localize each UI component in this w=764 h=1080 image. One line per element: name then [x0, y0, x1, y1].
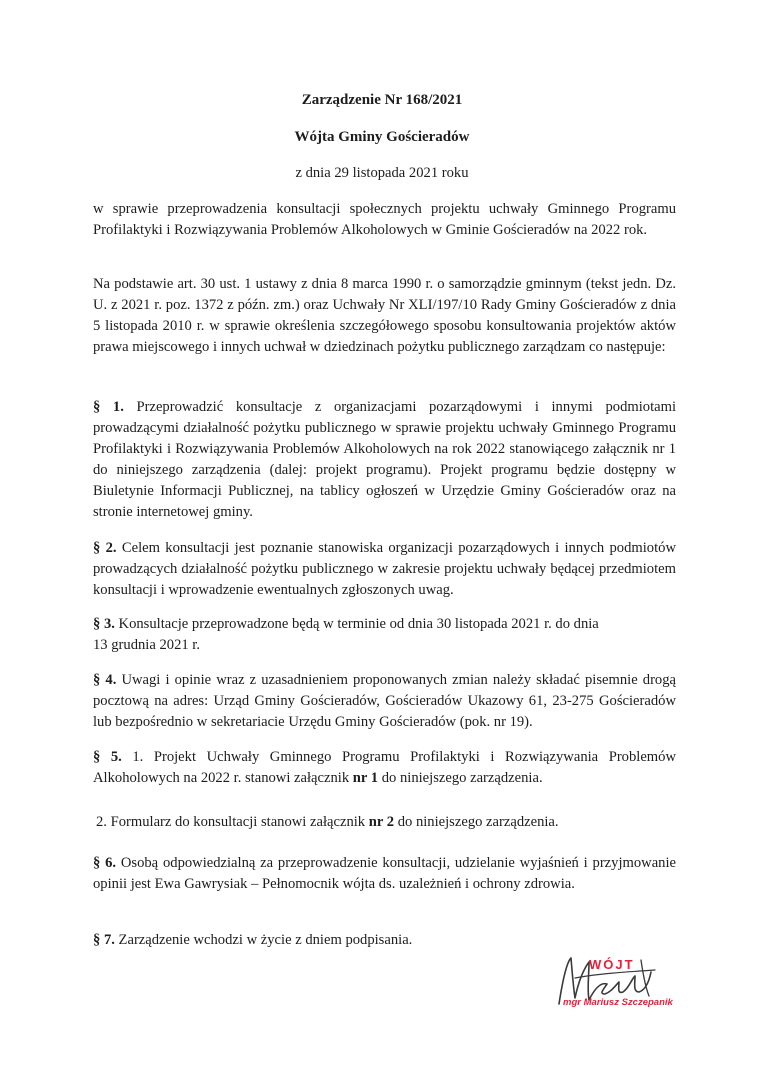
- section-6: [93, 853, 676, 895]
- section-5-point-1-post: do niniejszego zarządzenia.: [381, 770, 543, 786]
- section-3-text: Konsultacje przeprowadzone będą w terminie od dnia 30 listopada 2021 r. do dnia: [118, 616, 599, 632]
- section-2-text: Celem konsultacji jest poznanie stanowiska organizacji pozarządowych i innych podmiotów prowadzących działalność pożytku publicznego w zakresie projektu uchwały będącej przedmiotem konsultacji i wprowadzenie ewentualnych zgłoszonych uwag.: [93, 540, 676, 598]
- legal-basis-paragraph: Na podstawie art. 30 ust. 1 ustawy z dnia 8 marca 1990 r. o samorządzie gminnym (tekst jedn. Dz. U. z 2021 r. poz. 1372 z późn. zm.) oraz Uchwały Nr XLI/197/10 Rady Gminy Gościeradów z dnia 5 listopada 2010 r. w sprawie określenia szczegółowego sposobu konsultowania projektów aktów prawa miejscowego i innych uchwał w dziedzinach pożytku publicznego zarządzam co następuje:: [93, 276, 676, 355]
- section-5-point-2-pre: 2. Formularz do konsultacji stanowi załącznik: [96, 814, 366, 830]
- stamp-title: WÓJT: [589, 957, 635, 972]
- section-5-point-2: [96, 812, 679, 833]
- section-3-mark: § 3.: [93, 616, 115, 632]
- section-4: [93, 670, 676, 733]
- section-6-mark: § 6.: [93, 855, 117, 871]
- document-title: Zarządzenie Nr 168/2021: [301, 92, 463, 108]
- document-issuer: Wójta Gminy Gościeradów: [294, 129, 470, 145]
- section-2-mark: § 2.: [93, 540, 117, 556]
- document-date: z dnia 29 listopada 2021 roku: [295, 165, 469, 181]
- section-3-text-line2: 13 grudnia 2021 r.: [93, 637, 201, 653]
- section-4-mark: § 4.: [93, 672, 117, 688]
- section-1-mark: § 1.: [93, 399, 124, 415]
- section-2: [93, 538, 676, 601]
- section-5-point-2-nr: nr 2: [368, 814, 395, 830]
- signature-stamp: [545, 948, 675, 1018]
- section-6-text: Osobą odpowiedzialną za przeprowadzenie konsultacji, udzielanie wyjaśnień i przyjmowanie opinii jest Ewa Gawrysiak – Pełnomocnik wójta ds. uzależnień i ochrony zdrowia.: [93, 855, 676, 892]
- section-5-mark: § 5.: [93, 749, 122, 765]
- section-4-text: Uwagi i opinie wraz z uzasadnieniem proponowanych zmian należy składać pisemnie drogą pocztową na adres: Urząd Gminy Gościeradów, Gościeradów Ukazowy 61, 23-275 Gościeradów lub bezpośrednio w sekretariacie Urzędu Gminy Gościeradów (pok. nr 19).: [93, 672, 676, 730]
- section-5-point-2-post: do niniejszego zarządzenia.: [397, 814, 559, 830]
- stamp-name: mgr Mariusz Szczepanik: [563, 997, 673, 1008]
- section-7-mark: § 7.: [93, 932, 115, 948]
- section-7-text: Zarządzenie wchodzi w życie z dniem podpisania.: [118, 932, 413, 948]
- subject-paragraph: w sprawie przeprowadzenia konsultacji społecznych projektu uchwały Gminnego Programu Profilaktyki i Rozwiązywania Problemów Alkoholowych w Gminie Gościeradów na 2022 rok.: [93, 201, 676, 238]
- section-3: [93, 614, 676, 656]
- section-5-point-1-pre: 1. Projekt Uchwały Gminnego Programu Profilaktyki i Rozwiązywania Problemów Alkoholowych na 2022 r. stanowi załącznik: [93, 749, 676, 786]
- section-5: [93, 747, 676, 789]
- section-1-text: Przeprowadzić konsultacje z organizacjami pozarządowymi i innymi podmiotami prowadzącymi działalność pożytku publicznego w sprawie projektu uchwały Gminnego Programu Profilaktyki i Rozwiązywania Problemów Alkoholowych na rok 2022 stanowiącego załącznik nr 1 do niniejszego zarządzenia (dalej: projekt programu). Projekt programu będzie dostępny w Biuletynie Informacji Publicznej, na tablicy ogłoszeń w Urzędzie Gminy Gościeradów oraz na stronie internetowej gminy.: [93, 399, 677, 520]
- section-5-point-1-nr: nr 1: [352, 770, 379, 786]
- section-1: [93, 397, 676, 523]
